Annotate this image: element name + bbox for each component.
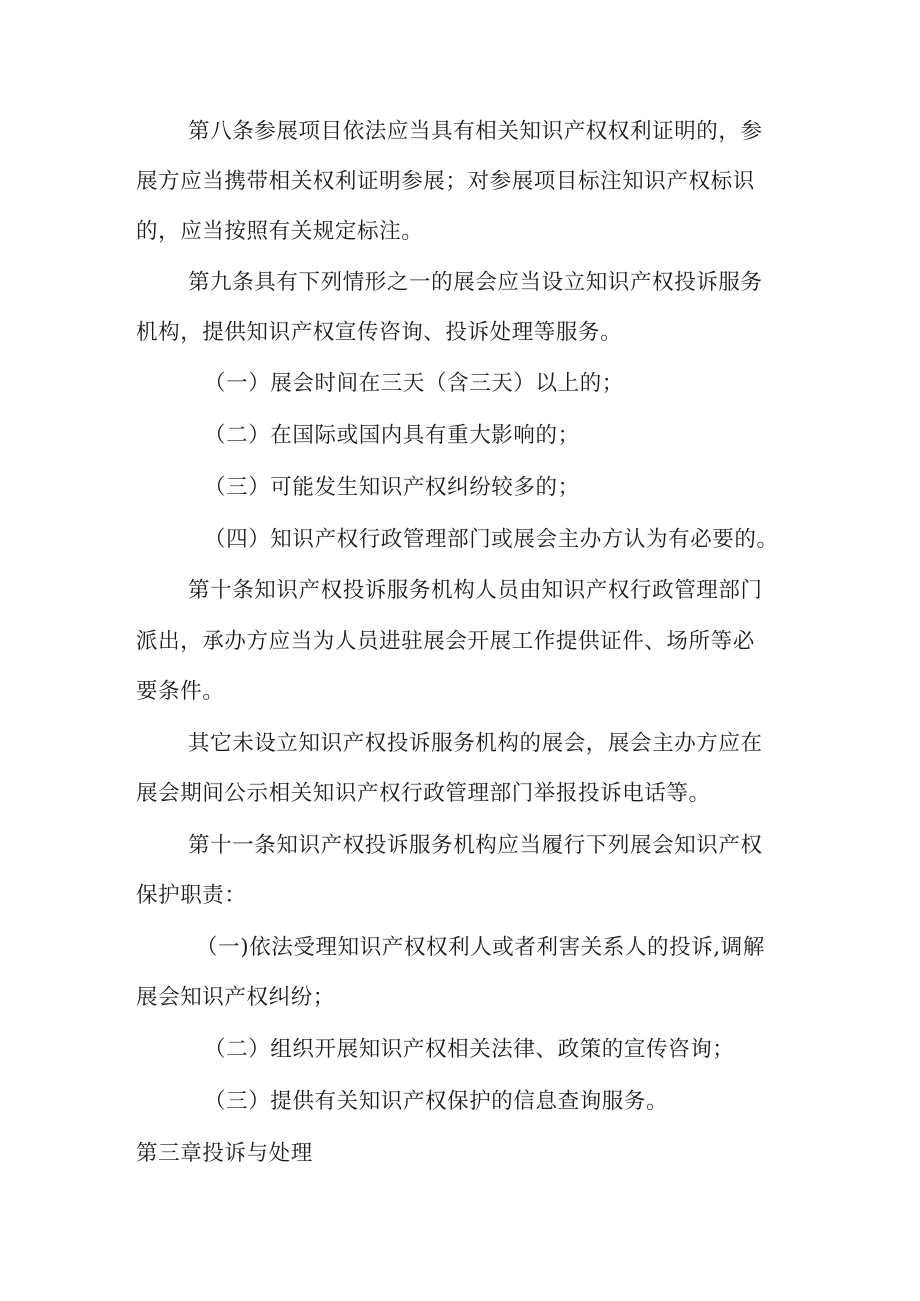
article-9-line-1: 第九条具有下列情形之一的展会应当设立知识产权投诉服务 <box>188 270 763 295</box>
article-9-item-3: （三）可能发生知识产权纠纷较多的； <box>204 475 580 500</box>
article-9-item-4: （四）知识产权行政管理部门或展会主办方认为有必要的。 <box>204 527 779 552</box>
article-10-line-1: 第十条知识产权投诉服务机构人员由知识产权行政管理部门 <box>188 578 763 603</box>
article-8-line-2: 展方应当携带相关权利证明参展；对参展项目标注知识产权标识 <box>136 169 755 194</box>
article-10-line-2: 派出，承办方应当为人员进驻展会开展工作提供证件、场所等必 <box>136 629 755 654</box>
article-8-line-3: 的，应当按照有关规定标注。 <box>136 219 424 244</box>
article-11-line-2: 保护职责： <box>136 883 247 908</box>
chapter-3-heading: 第三章投诉与处理 <box>136 1141 313 1166</box>
article-9-line-2: 机构，提供知识产权宣传咨询、投诉处理等服务。 <box>136 320 623 345</box>
article-11-item-1-line-2: 展会知识产权纠纷； <box>136 985 335 1010</box>
article-11-item-2: （二）组织开展知识产权相关法律、政策的宣传咨询； <box>204 1037 735 1062</box>
article-9-item-2: （二）在国际或国内具有重大影响的； <box>204 423 580 448</box>
article-11-item-1-line-1: （一)依法受理知识产权权利人或者利害关系人的投诉,调解 <box>196 935 765 960</box>
article-9-item-1: （一）展会时间在三天（含三天）以上的； <box>204 371 624 396</box>
article-10-line-3: 要条件。 <box>136 679 225 704</box>
article-11-item-3: （三）提供有关知识产权保护的信息查询服务。 <box>204 1089 669 1114</box>
article-11-line-1: 第十一条知识产权投诉服务机构应当履行下列展会知识产权 <box>188 833 763 858</box>
article-10-para-2-line-2: 展会期间公示相关知识产权行政管理部门举报投诉电话等。 <box>136 781 711 806</box>
article-10-para-2-line-1: 其它未设立知识产权投诉服务机构的展会，展会主办方应在 <box>188 731 763 756</box>
article-8-line-1: 第八条参展项目依法应当具有相关知识产权权利证明的，参 <box>188 119 763 144</box>
